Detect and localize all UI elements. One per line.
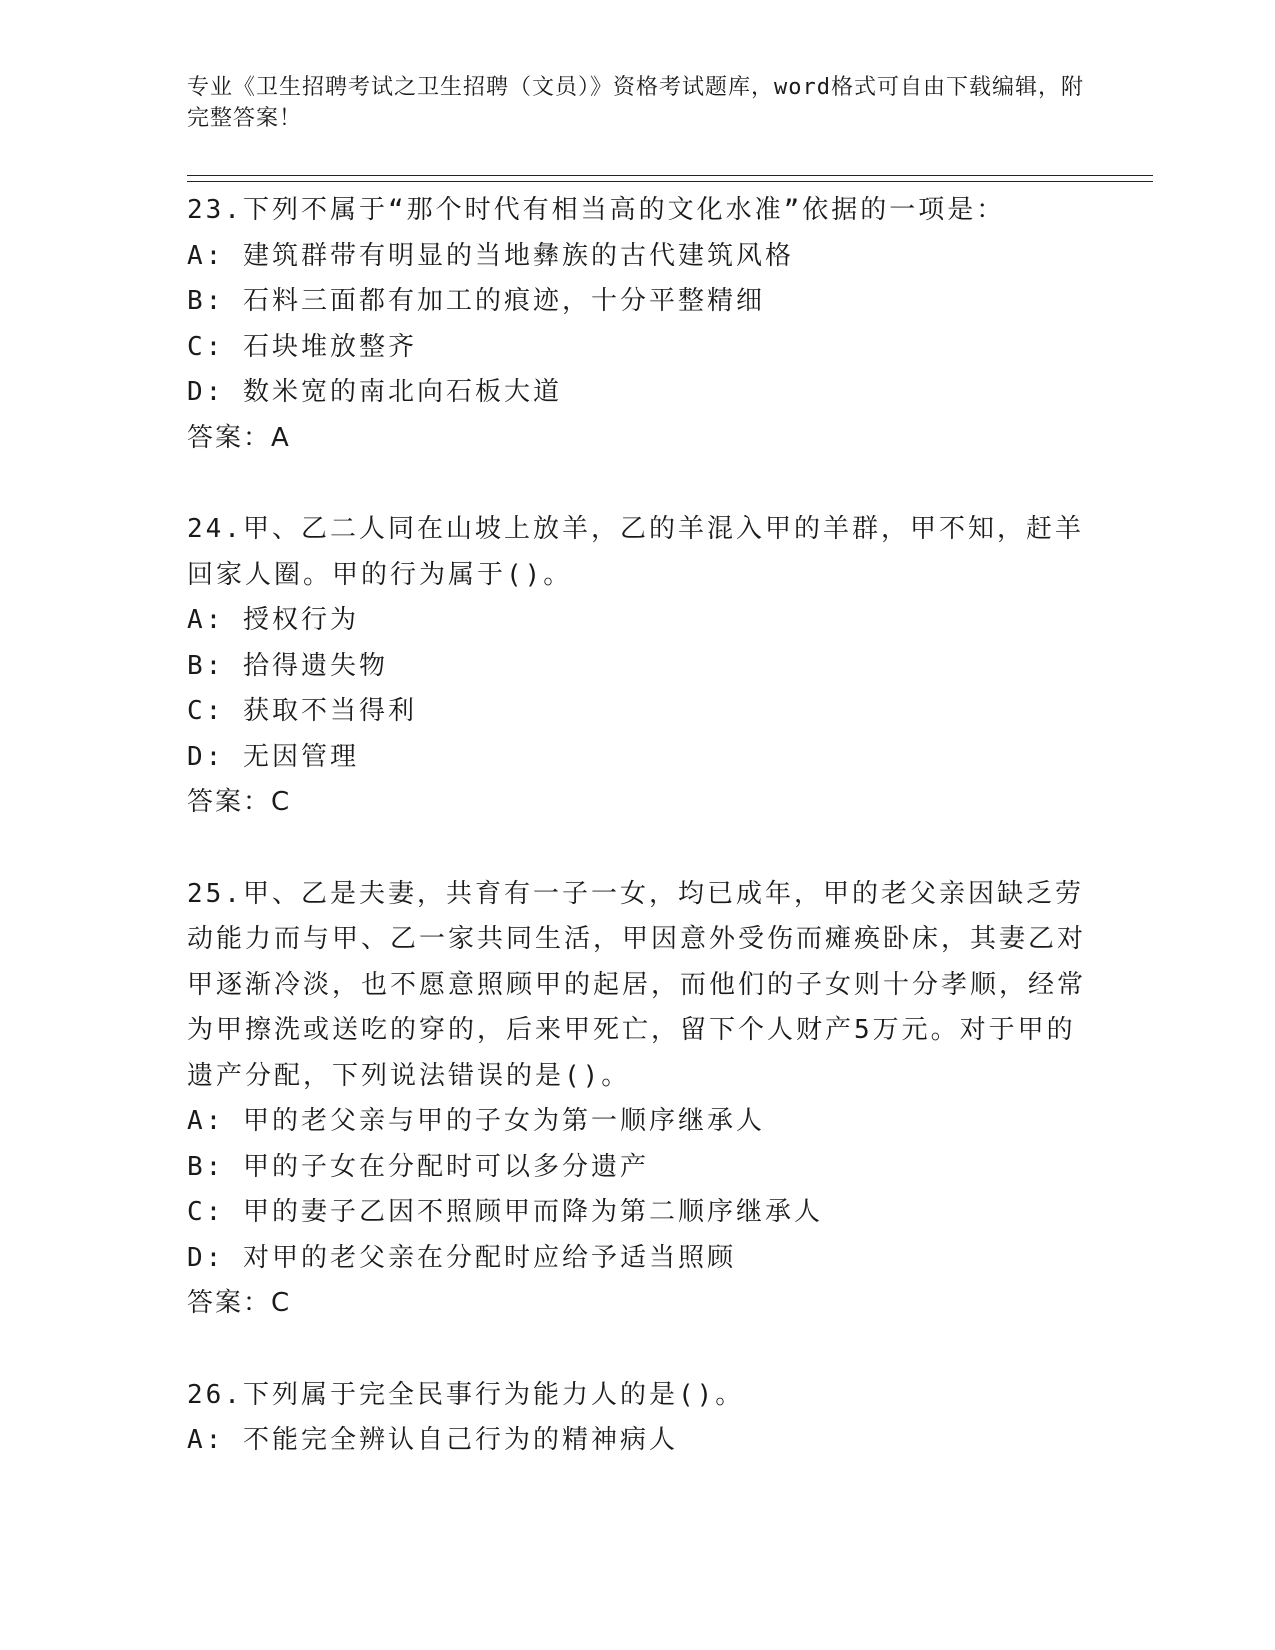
option-b: B: 甲的子女在分配时可以多分遗产 — [187, 1151, 649, 1182]
question-26 — [187, 1373, 1087, 1464]
header-divider-top — [187, 175, 1153, 176]
answer-label: 答案：A — [187, 422, 291, 453]
question-25 — [187, 872, 1087, 1327]
option-d: D: 无因管理 — [187, 741, 359, 772]
question-stem: 24.甲、乙二人同在山坡上放羊，乙的羊混入甲的羊群，甲不知，赶羊回家人圈。甲的行为属于()。 — [187, 514, 1084, 590]
option-d: D: 数米宽的南北向石板大道 — [187, 377, 562, 407]
answer-label: 答案：C — [187, 787, 292, 817]
option-a: A: 授权行为 — [187, 605, 359, 635]
question-23 — [187, 188, 1087, 461]
option-c: C: 获取不当得利 — [187, 696, 417, 726]
option-d: D: 对甲的老父亲在分配时应给予适当照顾 — [187, 1242, 736, 1273]
header-divider-bottom — [187, 181, 1153, 182]
option-a: A: 建筑群带有明显的当地彝族的古代建筑风格 — [187, 240, 794, 271]
question-24 — [187, 507, 1087, 826]
question-stem: 26.下列属于完全民事行为能力人的是()。 — [187, 1379, 745, 1410]
question-list — [187, 188, 1087, 1510]
option-c: C: 甲的妻子乙因不照顾甲而降为第二顺序继承人 — [187, 1197, 823, 1227]
option-a: A: 不能完全辨认自己行为的精神病人 — [187, 1425, 678, 1455]
option-c: C: 石块堆放整齐 — [187, 331, 417, 362]
question-stem: 25.甲、乙是夫妻，共育有一子一女，均已成年，甲的老父亲因缺乏劳动能力而与甲、乙一家共同生活，甲因意外受伤而瘫痪卧床，其妻乙对甲逐渐冷淡，也不愿意照顾甲的起居，而他们的子女则十分孝顺，经常为甲擦洗或送吃的穿的，后来甲死亡，留下个人财产5万元。对于甲的遗产分配，下列说法错误的是()。 — [187, 878, 1087, 1091]
option-b: B: 拾得遗失物 — [187, 650, 388, 681]
option-b: B: 石料三面都有加工的痕迹，十分平整精细 — [187, 286, 765, 316]
document-header: 专业《卫生招聘考试之卫生招聘（文员）》资格考试题库，word格式可自由下载编辑，附完整答案！ — [187, 75, 1084, 131]
answer-label: 答案：C — [187, 1288, 292, 1318]
question-stem: 23.下列不属于“那个时代有相当高的文化水准”依据的一项是： — [187, 195, 1006, 225]
option-a: A: 甲的老父亲与甲的子女为第一顺序继承人 — [187, 1106, 765, 1136]
